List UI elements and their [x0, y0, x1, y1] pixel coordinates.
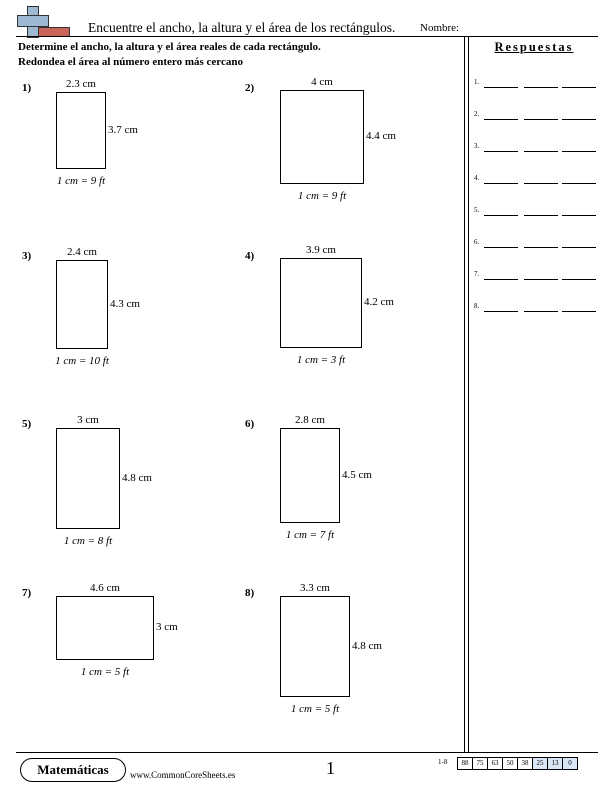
instructions — [18, 40, 321, 70]
answer-blank — [484, 311, 518, 312]
answer-blank — [524, 215, 558, 216]
height-label: 4.8 cm — [122, 471, 152, 484]
answer-blank — [484, 215, 518, 216]
problem-number: 4) — [245, 250, 255, 262]
scale-label: 1 cm = 9 ft — [297, 190, 347, 202]
answer-blank — [562, 87, 596, 88]
footer-rule — [16, 752, 598, 753]
answer-blank — [484, 87, 518, 88]
scale-label: 1 cm = 5 ft — [80, 666, 130, 678]
logo-cross-horizontal — [17, 15, 49, 27]
answer-blank — [484, 151, 518, 152]
answer-blank — [562, 279, 596, 280]
score-cell: 63 — [487, 757, 503, 770]
score-cell: 0 — [562, 757, 578, 770]
answer-row — [474, 238, 598, 250]
instructions-line-2: Redondea el área al número entero más cercano — [18, 56, 243, 68]
rectangle — [56, 596, 154, 660]
rectangle — [280, 428, 340, 523]
answer-blank — [484, 183, 518, 184]
answer-number: 1. — [474, 78, 480, 86]
problem-number: 6) — [245, 418, 255, 430]
rectangle — [56, 428, 120, 529]
answer-blank — [562, 183, 596, 184]
scale-label: 1 cm = 7 ft — [285, 529, 335, 541]
score-cell: 13 — [547, 757, 563, 770]
rectangle — [280, 90, 364, 184]
answer-blank — [562, 151, 596, 152]
width-label: 2.8 cm — [295, 414, 325, 426]
height-label: 3.7 cm — [108, 123, 138, 136]
answer-number: 7. — [474, 270, 480, 278]
width-label: 2.3 cm — [66, 78, 96, 90]
problem-number: 5) — [22, 418, 32, 430]
problem-number: 3) — [22, 250, 32, 262]
header-rule — [16, 36, 598, 37]
answer-row — [474, 110, 598, 122]
rectangle — [56, 260, 108, 349]
worksheet-title: Encuentre el ancho, la altura y el área de los rectángulos. — [88, 20, 396, 35]
answer-blank — [562, 311, 596, 312]
column-divider-right — [468, 36, 469, 752]
answer-row — [474, 302, 598, 314]
problem-number: 8) — [245, 587, 255, 599]
rectangle — [280, 258, 362, 348]
name-label: Nombre: — [420, 22, 460, 34]
width-label: 4 cm — [311, 76, 333, 88]
height-label: 4.5 cm — [342, 468, 372, 481]
score-cell: 25 — [532, 757, 548, 770]
problem-number: 2) — [245, 82, 255, 94]
answer-number: 4. — [474, 174, 480, 182]
answers-title: Respuestas — [494, 40, 574, 54]
height-label: 4.3 cm — [110, 297, 140, 310]
answer-blank — [562, 215, 596, 216]
rectangle — [280, 596, 350, 697]
width-label: 3 cm — [77, 414, 99, 426]
score-table — [458, 757, 578, 770]
answer-row — [474, 174, 598, 186]
height-label: 4.4 cm — [366, 130, 396, 142]
answer-blank — [562, 247, 596, 248]
score-range-label: 1-8 — [438, 758, 448, 766]
answer-blank — [524, 87, 558, 88]
answer-number: 6. — [474, 238, 480, 246]
answer-blank — [562, 119, 596, 120]
answer-number: 5. — [474, 206, 480, 214]
width-label: 3.3 cm — [300, 582, 330, 594]
width-label: 2.4 cm — [67, 246, 97, 258]
scale-label: 1 cm = 3 ft — [296, 354, 346, 366]
scale-label: 1 cm = 5 ft — [290, 703, 340, 715]
rectangle — [56, 92, 106, 169]
answer-row — [474, 206, 598, 218]
instructions-line-1: Determine el ancho, la altura y el área reales de cada rectángulo. — [18, 41, 321, 53]
problem-number: 7) — [22, 587, 32, 599]
width-label: 3.9 cm — [306, 244, 336, 256]
column-divider-left — [464, 36, 465, 752]
page-number: 1 — [326, 758, 335, 778]
height-label: 4.2 cm — [364, 296, 394, 308]
answer-blank — [524, 151, 558, 152]
answer-blank — [484, 279, 518, 280]
answer-blank — [524, 183, 558, 184]
problem-number: 1) — [22, 82, 32, 94]
score-cell: 50 — [502, 757, 518, 770]
answer-number: 2. — [474, 110, 480, 118]
score-cell: 38 — [517, 757, 533, 770]
answer-blank — [524, 311, 558, 312]
answer-blank — [524, 119, 558, 120]
answer-row — [474, 142, 598, 154]
answer-blank — [484, 247, 518, 248]
answer-number: 3. — [474, 142, 480, 150]
answer-row — [474, 270, 598, 282]
logo — [16, 6, 70, 38]
answer-blank — [524, 247, 558, 248]
answer-blank — [524, 279, 558, 280]
width-label: 4.6 cm — [90, 582, 120, 594]
scale-label: 1 cm = 9 ft — [56, 175, 106, 187]
height-label: 4.8 cm — [352, 639, 382, 652]
answer-blank — [484, 119, 518, 120]
scale-label: 1 cm = 10 ft — [55, 355, 109, 367]
height-label: 3 cm — [156, 621, 178, 633]
score-cell: 75 — [472, 757, 488, 770]
website-url: www.CommonCoreSheets.es — [130, 770, 236, 780]
answer-number: 8. — [474, 302, 480, 310]
scale-label: 1 cm = 8 ft — [63, 535, 113, 547]
brand-badge: Matemáticas — [20, 758, 126, 782]
score-cell: 88 — [457, 757, 473, 770]
answer-row — [474, 78, 598, 90]
